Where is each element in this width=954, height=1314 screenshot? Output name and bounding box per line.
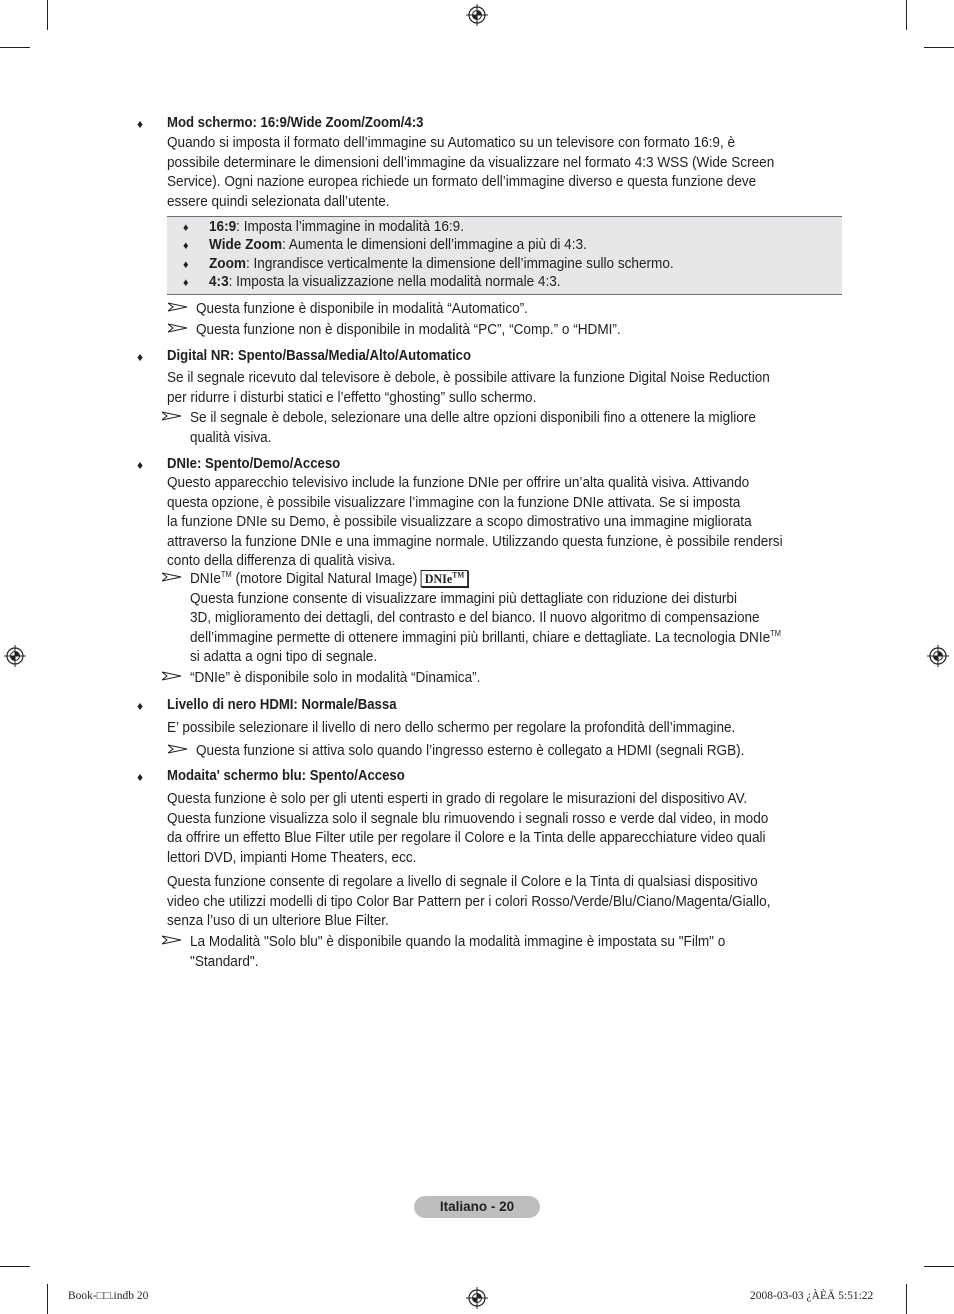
note-arrow-icon [162,935,182,945]
note-arrow-icon [168,744,188,754]
note-arrow-icon [168,323,188,333]
note-text: Questa funzione non è disponibile in modalità “PC”, “Comp.” o “HDMI”. [196,322,621,338]
bullet-icon: ♦ [183,240,189,252]
note-arrow-icon [162,572,182,582]
crop-mark [906,1284,907,1314]
note-text: Questa funzione si attiva solo quando l’ingresso esterno è collegato a HDMI (segnali RGB). [196,743,745,759]
note-arrow-icon [168,302,188,312]
option-item: 4:3: Imposta la visualizzazione nella modalità normale 4:3. [209,274,561,290]
option-item: Wide Zoom: Aumenta le dimensioni dell’immagine a più di 4:3. [209,237,587,253]
crop-mark [47,1284,48,1314]
dnie-note: DNIe™ (motore Digital Natural Image) DNIe™ Questa funzione consente di visualizzare immagini più dettagliate con riduzione dei disturbi 3D, miglioramento dei dettagli, del contrasto e del bianco. Il nuovo algoritmo di compensazione dell’immagine permette di ottenere immagini più brillanti, chiare e dettagliate. La tecnologia DNIe™ si adatta a ogni tipo di segnale. [190,570,781,666]
bullet-icon: ♦ [183,277,189,289]
section-body: E’ possibile selezionare il livello di nero dello schermo per regolare la profondità dell’immagine. [167,720,736,736]
note-text: Questa funzione è disponibile in modalità “Automatico”. [196,301,528,317]
bullet-icon: ♦ [137,770,144,784]
registration-mark-icon [466,4,488,26]
section-body: Quando si imposta il formato dell’immagine su Automatico su un televisore con formato 16:9, è possibile determinare le dimensioni dell’immagine da visualizzare nel formato 4:3 WSS (Wide Screen Service). Ogni nazione europea richiede un formato dell’immagine diverso e questa funzione deve essere quindi selezionata dall’utente. [167,135,775,210]
slug-left: Book-□□.indb 20 [68,1290,149,1302]
section-body: Questa funzione è solo per gli utenti esperti in grado di regolare le misurazioni del dispositivo AV. Questa funzione visualizza solo il segnale blu rimuovendo i segnali rosso e verde dal video, in modo da offrire un effetto Blue Filter utile per regolare il Colore e la Tinta delle apparecchiature video quali lettori DVD, impianti Home Theaters, ecc. [167,791,769,866]
note-text: La Modalità "Solo blu" è disponibile quando la modalità immagine è impostata su "Film" o "Standard". [190,934,726,970]
crop-mark [0,47,30,48]
option-item: 16:9: Imposta l’immagine in modalità 16:9. [209,219,464,235]
registration-mark-icon [927,645,949,667]
note-text: “DNIe” è disponibile solo in modalità “Dinamica”. [190,670,481,686]
slug-right: 2008-03-03 ¿ÀÈÄ 5:51:22 [750,1290,874,1302]
bullet-icon: ♦ [137,117,144,131]
section-title: Modaita' schermo blu: Spento/Acceso [167,768,405,784]
crop-mark [47,0,48,30]
dnie-logo: DNIe™ [421,570,468,587]
crop-mark [924,1266,954,1267]
bullet-icon: ♦ [137,458,144,472]
note-arrow-icon [162,671,182,681]
bullet-icon: ♦ [183,259,189,271]
registration-mark-icon [4,645,26,667]
section-title: Livello di nero HDMI: Normale/Bassa [167,697,397,713]
crop-mark [0,1266,30,1267]
section-body: Se il segnale ricevuto dal televisore è debole, è possibile attivare la funzione Digital Noise Reduction per ridurre i disturbi statici e l’effetto “ghosting” sullo schermo. [167,370,770,406]
section-title: Mod schermo: 16:9/Wide Zoom/Zoom/4:3 [167,115,424,131]
bullet-icon: ♦ [183,222,189,234]
section-body: Questa funzione consente di regolare a livello di segnale il Colore e la Tinta di qualsiasi dispositivo video che utilizzi modelli di tipo Color Bar Pattern per i colori Rosso/Verde/Blu/Ciano/Magenta/Giallo, senza l’uso di un ulteriore Blue Filter. [167,874,771,930]
section-title: Digital NR: Spento/Bassa/Media/Alto/Automatico [167,348,472,364]
page-number-label: Italiano - 20 [414,1196,540,1218]
note-arrow-icon [162,411,182,421]
crop-mark [924,47,954,48]
bullet-icon: ♦ [137,350,144,364]
section-title: DNIe: Spento/Demo/Acceso [167,456,341,472]
option-item: Zoom: Ingrandisce verticalmente la dimensione dell’immagine sullo schermo. [209,256,674,272]
crop-mark [906,0,907,30]
note-text: Se il segnale è debole, selezionare una delle altre opzioni disponibili fino a ottenere la migliore qualità visiva. [190,410,756,446]
section-body: Questo apparecchio televisivo include la funzione DNIe per offrire un’alta qualità visiva. Attivando questa opzione, è possibile visualizzare l’immagine con la funzione DNIe attivata. Se si imposta la funzione DNIe su Demo, è possibile visualizzare a scopo dimostrativo una immagine migliorata attraverso la funzione DNIe e una immagine normale. Utilizzando questa funzione, è possibile rendersi conto della differenza di qualità visiva. [167,475,783,570]
registration-mark-icon [466,1287,488,1309]
bullet-icon: ♦ [137,699,144,713]
